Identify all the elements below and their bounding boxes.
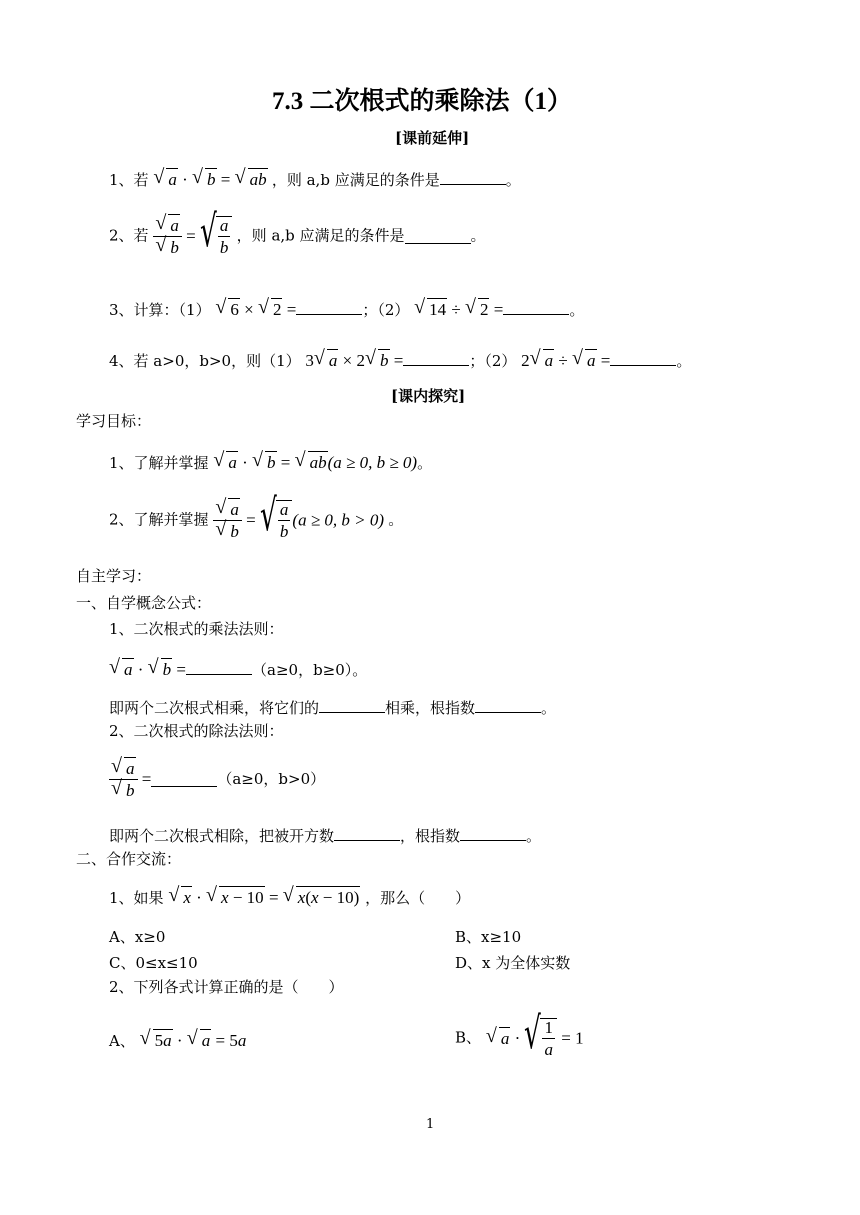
period: 。 (569, 301, 585, 319)
coop-question-1 (109, 889, 470, 906)
pre-question-3 (109, 300, 584, 318)
coop-q1-option-c[interactable]: C、0≤x≤10 (109, 954, 198, 972)
answer-blank[interactable] (319, 698, 385, 713)
goal-1-prefix: 1、了解并掌握 (109, 454, 209, 472)
answer-blank[interactable] (151, 772, 217, 787)
div-desc-b: ，根指数 (400, 827, 461, 845)
mul-condition: （a≥0，b≥0）。 (252, 661, 368, 679)
coop-question-2: 2、下列各式计算正确的是（ ） (109, 978, 344, 996)
answer-blank[interactable] (334, 826, 400, 841)
answer-blank[interactable] (403, 351, 469, 366)
option-b-label: B、 (455, 1028, 482, 1047)
pre-question-1 (109, 170, 521, 188)
q2-formula: √ a √ b = √ $\frac{a}{b}$ (153, 225, 236, 244)
goal-2-formula: √ a √ b = √ $\frac{a}{b}$ (a ≥ 0, b > 0) (213, 509, 388, 528)
goal-2 (109, 490, 404, 541)
coop-q2-option-a[interactable] (109, 1032, 246, 1049)
goal-1 (109, 454, 432, 471)
mul-desc-a: 即两个二次根式相乘，将它们的 (109, 699, 320, 717)
answer-blank[interactable] (475, 698, 541, 713)
div-condition: （a≥0，b>0） (217, 770, 326, 788)
section-pre-class: [课前延伸] (395, 129, 470, 147)
q1-prefix: 1、若 (109, 171, 149, 189)
coop-q1-option-d[interactable]: D、x 为全体实数 (455, 954, 571, 972)
answer-blank[interactable] (405, 229, 471, 244)
answer-blank[interactable] (440, 170, 506, 185)
goals-label: 学习目标： (76, 412, 152, 430)
period: 。 (505, 171, 521, 189)
div-desc-a: 即两个二次根式相除，把被开方数 (109, 827, 335, 845)
coop-q1-option-a[interactable]: A、x≥0 (109, 928, 166, 946)
answer-blank[interactable] (503, 300, 569, 315)
option-b-formula: √ a · √ $\frac{1}{a}$ = 1 (486, 1027, 584, 1046)
mul-rule-description (109, 698, 556, 716)
q3-mid: ；（2） (362, 301, 410, 319)
goal-2-condition: (a ≥ 0, b > 0) (292, 510, 385, 530)
q3-formula-1: √ 6 × √ 2 = (215, 300, 296, 319)
part-1-heading: 一、自学概念公式： (76, 594, 212, 612)
period: 。 (541, 699, 557, 717)
q2-suffix: ，则 a,b 应满足的条件是 (236, 226, 405, 245)
q1-formula: √ a · √ b = √ ab (153, 170, 272, 189)
period: 。 (526, 827, 542, 845)
page-title: 7.3 二次根式的乘除法（1） (272, 88, 573, 115)
coop-q1-prefix: 1、如果 (109, 889, 164, 907)
div-rule-heading: 2、二次根式的除法法则： (109, 722, 284, 740)
coop-q1-option-b[interactable]: B、x≥10 (455, 928, 522, 946)
answer-blank[interactable] (460, 826, 526, 841)
coop-q1-formula: √ x · √ x − 10 = √ x(x − 10) (168, 888, 360, 907)
page-number: 1 (426, 1117, 435, 1132)
mul-rule-formula: √ a · √ b = （a≥0，b≥0）。 (109, 660, 367, 678)
q4-formula-2: 2√ a ÷ √ a = (521, 351, 610, 370)
goal-2-prefix: 2、了解并掌握 (109, 510, 209, 529)
q4-formula-1: 3√ a × 2√ b = (305, 351, 403, 370)
period: 。 (470, 226, 486, 245)
self-study-label: 自主学习： (76, 567, 152, 585)
coop-q2-option-b[interactable] (455, 1008, 584, 1059)
period: 。 (388, 510, 404, 529)
q4-mid: ；（2） (469, 352, 517, 370)
q3-formula-2: √ 14 ÷ √ 2 = (414, 300, 503, 319)
part-2-heading: 二、合作交流： (76, 850, 182, 868)
coop-q1-suffix: ，那么（ ） (365, 889, 471, 907)
period: 。 (417, 454, 433, 472)
mul-rule-heading: 1、二次根式的乘法法则： (109, 620, 284, 638)
mul-desc-b: 相乘，根指数 (385, 699, 476, 717)
q3-prefix: 3、计算：（1） (109, 301, 211, 319)
period: 。 (676, 352, 692, 370)
q4-prefix: 4、若 a>0，b>0，则（1） (109, 352, 301, 370)
div-rule-formula: √ a √ b = （a≥0，b>0） (109, 760, 325, 799)
q1-suffix: ，则 a,b 应满足的条件是 (271, 171, 440, 189)
option-a-formula: √ 5a · √ a = 5a (140, 1031, 247, 1050)
q2-prefix: 2、若 (109, 226, 149, 245)
section-in-class: [课内探究] (391, 387, 466, 405)
div-rule-description (109, 826, 541, 844)
pre-question-4 (109, 351, 691, 369)
goal-1-condition: (a ≥ 0, b ≥ 0) (327, 453, 418, 472)
pre-question-2 (109, 206, 486, 257)
goal-1-formula: √ a · √ b = √ ab(a ≥ 0, b ≥ 0) (213, 453, 417, 472)
answer-blank[interactable] (186, 660, 252, 675)
answer-blank[interactable] (610, 351, 676, 366)
answer-blank[interactable] (296, 300, 362, 315)
option-a-label: A、 (109, 1032, 135, 1050)
